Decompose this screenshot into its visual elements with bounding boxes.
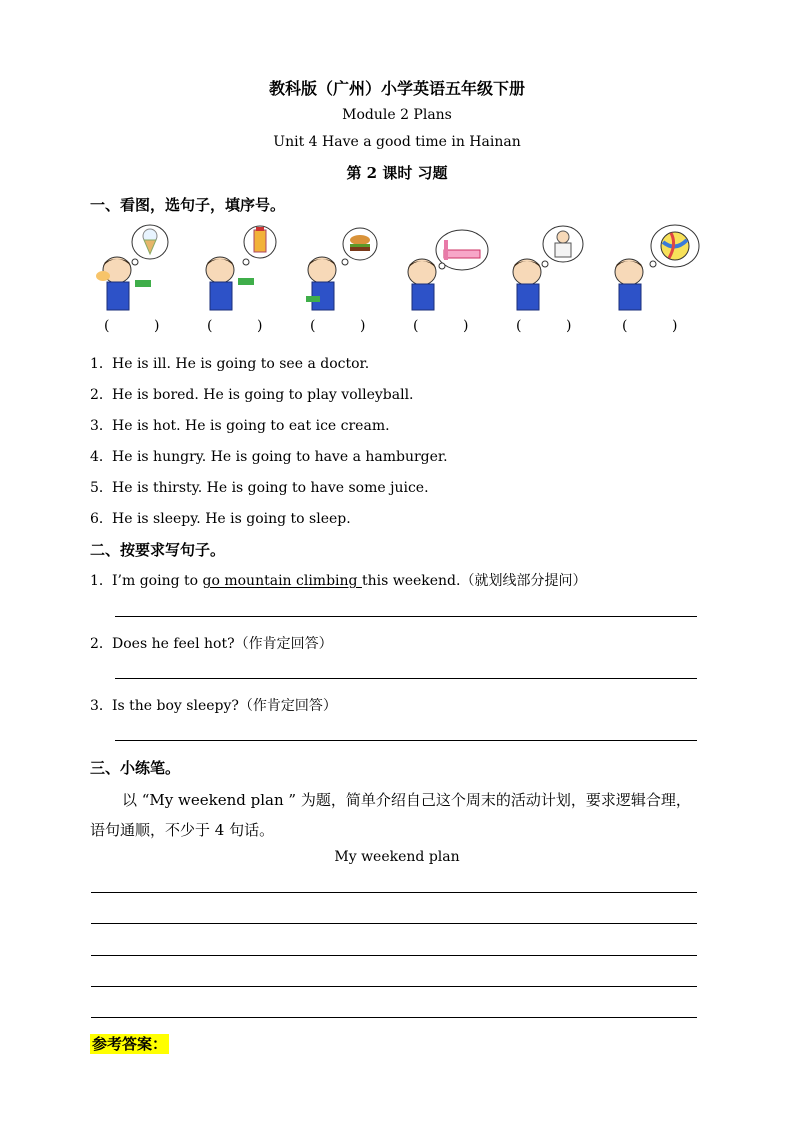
section3-heading: 三、小练笔。 <box>90 759 181 777</box>
unit-title: Unit 4 Have a good time in Hainan <box>273 134 521 150</box>
volleyball-thought-icon <box>650 225 699 267</box>
writing-line-2[interactable] <box>91 923 697 924</box>
rewrite-question-1: 1．I’m going to go mountain climbing this weekend.（就划线部分提问） <box>90 573 587 589</box>
answer-line-3[interactable] <box>115 740 697 741</box>
answer-blank-6[interactable]: ( ) <box>622 318 678 334</box>
worksheet-title: 教科版（广州）小学英语五年级下册 <box>268 79 525 98</box>
essay-title: My weekend plan <box>334 849 460 865</box>
hamburger-thought-icon <box>342 228 377 265</box>
bed-thought-icon <box>436 230 488 270</box>
writing-instruction-line1: 以 “My weekend plan ” 为题，简单介绍自己这个周末的活动计划，要求逻辑合理， <box>122 791 691 809</box>
boy-figure-icon <box>96 257 151 310</box>
writing-line-5[interactable] <box>91 1017 697 1018</box>
section2-heading: 二、按要求写句子。 <box>90 541 226 559</box>
boy-bored-volleyball-picture <box>605 222 715 312</box>
answer-blank-5[interactable]: ( ) <box>516 318 572 334</box>
boy-sleepy-bed-picture <box>400 222 510 312</box>
sentence-option: 3．He is hot. He is going to eat ice cream. <box>90 418 390 434</box>
answer-blank-4[interactable]: ( ) <box>413 318 469 334</box>
boy-ill-doctor-picture <box>505 222 615 312</box>
answer-line-1[interactable] <box>115 616 697 617</box>
answer-line-2[interactable] <box>115 678 697 679</box>
boy-hungry-hamburger-picture <box>300 222 410 312</box>
sentence-option: 2．He is bored. He is going to play volleyball. <box>90 387 414 403</box>
writing-line-3[interactable] <box>91 955 697 956</box>
boy-figure-icon <box>513 259 541 310</box>
doctor-thought-icon <box>542 226 583 267</box>
boy-figure-icon <box>615 259 643 310</box>
boy-hot-ice-cream-picture <box>95 222 205 312</box>
answer-blank-3[interactable]: ( ) <box>310 318 366 334</box>
writing-line-1[interactable] <box>91 892 697 893</box>
sentence-option: 4．He is hungry. He is going to have a hamburger. <box>90 449 448 465</box>
ice-cream-thought-icon <box>132 225 168 265</box>
sentence-option: 5．He is thirsty. He is going to have some juice. <box>90 480 429 496</box>
writing-instruction-line2: 语句通顺，不少于 4 句话。 <box>90 821 275 839</box>
writing-line-4[interactable] <box>91 986 697 987</box>
sentence-option: 6．He is sleepy. He is going to sleep. <box>90 511 351 527</box>
sentence-option: 1．He is ill. He is going to see a doctor. <box>90 356 370 372</box>
module-title: Module 2 Plans <box>342 107 452 123</box>
boy-figure-icon <box>306 257 336 310</box>
underlined-phrase: go mountain climbing <box>202 573 362 589</box>
section1-heading: 一、看图，选句子，填序号。 <box>90 196 286 214</box>
juice-thought-icon <box>243 226 276 265</box>
lesson-title: 第 2 课时 习题 <box>346 164 448 182</box>
boy-thirsty-juice-picture <box>198 222 308 312</box>
answer-blank-2[interactable]: ( ) <box>207 318 263 334</box>
boy-figure-icon <box>408 259 436 310</box>
rewrite-question-2: 2．Does he feel hot?（作肯定回答） <box>90 636 333 652</box>
answer-blank-1[interactable]: ( ) <box>104 318 160 334</box>
rewrite-question-3: 3．Is the boy sleepy?（作肯定回答） <box>90 698 337 714</box>
answer-key-label: 参考答案： <box>92 1035 168 1053</box>
